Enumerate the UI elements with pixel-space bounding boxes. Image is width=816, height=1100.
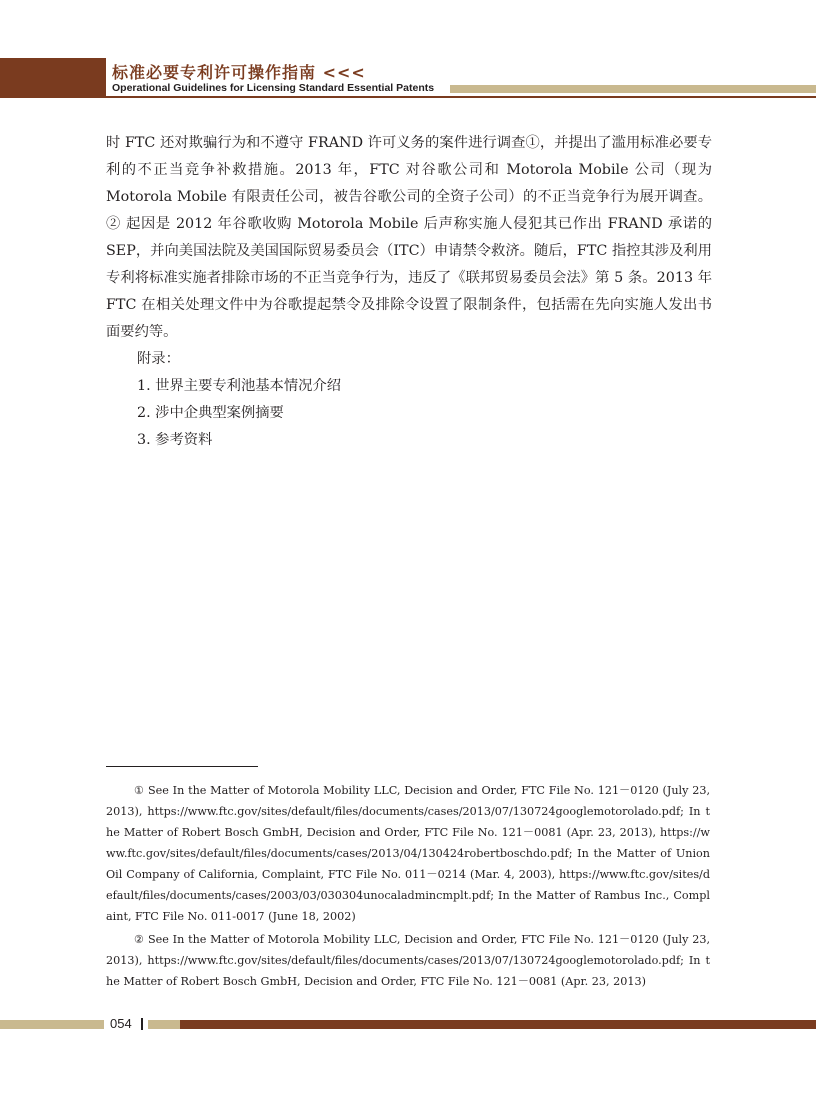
- header-tan-bar: [450, 85, 816, 93]
- header-subtitle-en: Operational Guidelines for Licensing Standard Essential Patents: [112, 82, 435, 94]
- footnote-1: ① See In the Matter of Motorola Mobility LLC, Decision and Order, FTC File No. 121－0120 (July 23, 2013), https://www.ftc.gov/sites/default/files/documents/cases/2013/07/130724googlemotorolado.pdf; In the Matter of Robert Bosch GmbH, Decision and Order, FTC File No. 121－0081 (Apr. 23, 2013), https://www.ftc.gov/sites/default/files/documents/cases/2013/04/130424robertboschdo.pdf; In the Matter of Union Oil Company of California, Complaint, FTC File No. 011－0214 (Mar. 4, 2003), https://www.ftc.gov/sites/default/files/documents/cases/2003/03/030304unocaladmincmplt.pdf; In the Matter of Rambus Inc., Complaint, FTC File No. 011-0017 (June 18, 2002): [106, 784, 710, 923]
- footer-tan-bar-right: [148, 1020, 180, 1029]
- appendix-item: 2. 涉中企典型案例摘要: [137, 405, 284, 421]
- appendix-list: [106, 373, 712, 454]
- header-title: [112, 60, 366, 83]
- appendix-item: 3. 参考资料: [137, 432, 213, 448]
- header-title-cn: 标准必要专利许可操作指南: [112, 63, 317, 82]
- footer-tan-bar-left: [0, 1020, 104, 1029]
- header-rule: [106, 96, 816, 98]
- body-paragraph: 时 FTC 还对欺骗行为和不遵守 FRAND 许可义务的案件进行调查①，并提出了滥用标准必要专利的不正当竞争补救措施。2013 年，FTC 对谷歌公司和 Motorola Mobile 公司（现为 Motorola Mobile 有限责任公司，被告谷歌公司的全资子公司）的不正当竞争行为展开调查。② 起因是 2012 年谷歌收购 Motorola Mobile 后声称实施人侵犯其已作出 FRAND 承诺的 SEP，并向美国法院及美国国际贸易委员会（ITC）申请禁令救济。随后，FTC 指控其涉及利用专利将标准实施者排除市场的不正当竞争行为，违反了《联邦贸易委员会法》第 5 条。2013 年 FTC 在相关处理文件中为谷歌提起禁令及排除令设置了限制条件，包括需在先向实施人发出书面要约等。: [106, 135, 712, 340]
- appendix-title: 附录：: [137, 351, 180, 367]
- header-title-marker: <<<: [322, 63, 366, 82]
- main-content: [106, 130, 712, 454]
- header-color-block: [0, 58, 106, 98]
- footer-separator: [141, 1018, 143, 1030]
- footnote-rule: [106, 766, 258, 767]
- footnote-2: ② See In the Matter of Motorola Mobility LLC, Decision and Order, FTC File No. 121－0120 (July 23, 2013), https://www.ftc.gov/sites/default/files/documents/cases/2013/07/130724googlemotorolado.pdf; In the Matter of Robert Bosch GmbH, Decision and Order, FTC File No. 121－0081 (Apr. 23, 2013): [106, 933, 710, 988]
- footer-brown-bar: [180, 1020, 816, 1029]
- appendix-item: 1. 世界主要专利池基本情况介绍: [137, 378, 342, 394]
- footnotes: [106, 780, 710, 994]
- page-number: 054: [110, 1016, 132, 1031]
